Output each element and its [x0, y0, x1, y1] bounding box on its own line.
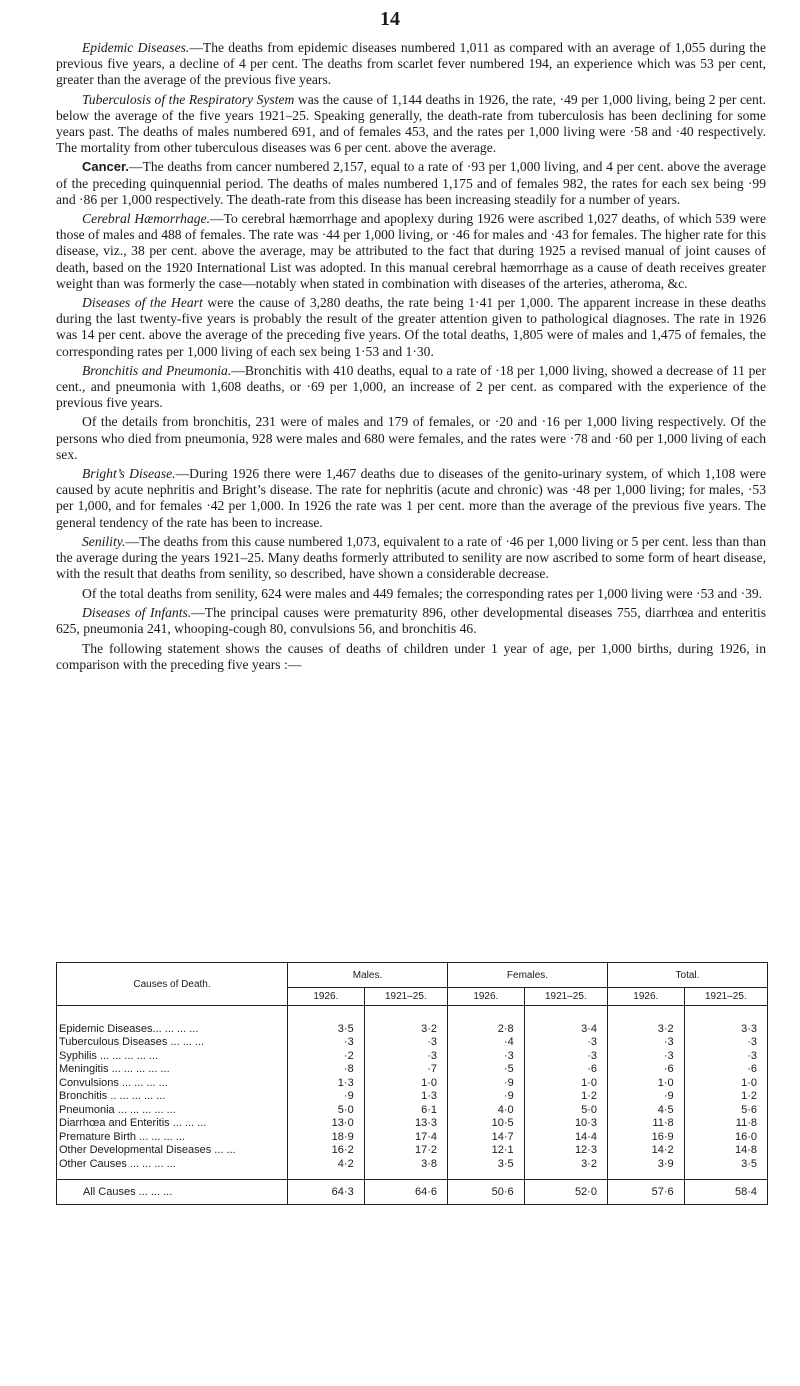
rate-cell: 14·8 — [684, 1144, 767, 1158]
rate-cell: ·9 — [607, 1090, 684, 1104]
table-row — [57, 1144, 768, 1158]
table-row — [57, 1036, 768, 1050]
rate-cell: 4·2 — [288, 1157, 365, 1179]
paragraph-senility-details — [56, 586, 766, 602]
rate-cell: 58·4 — [684, 1179, 767, 1204]
rate-cell: 3·2 — [364, 1006, 447, 1036]
table-row — [57, 1049, 768, 1063]
heading: Diseases of Infants. — [82, 604, 192, 620]
rate-cell: ·3 — [447, 1049, 524, 1063]
paragraph-text: was the cause of 1,144 deaths in 1926, the rate, ·49 per 1,000 living, being 2 per cent. below the average of the five years 1921–25. Speaking generally, the death-rate from tuberculosis has been declining for some years past. The deaths of males numbered 691, and of females 453, and the rates per 1,000 living were ·58 and ·40 respectively. The mortality from other tuberculous diseases was 6 per cent. above the average. — [56, 91, 766, 156]
rate-cell: 4·5 — [607, 1103, 684, 1117]
heading: Senility. — [82, 533, 126, 549]
paragraph-heart — [56, 295, 766, 360]
rate-cell: 2·8 — [447, 1006, 524, 1036]
heading: Bright’s Disease. — [82, 466, 176, 482]
paragraph-text: —Bronchitis with 410 deaths, equal to a rate of ·18 per 1,000 living, showed a decrease of 11 per cent., and pneumonia with 1,608 deaths, or ·69 per 1,000, an increase of 2 per cent. as compared with the experience of the previous five years. — [56, 362, 766, 411]
table-row — [57, 1090, 768, 1104]
rate-cell: 14·7 — [447, 1130, 524, 1144]
rate-cell: 13·0 — [288, 1117, 365, 1131]
rate-cell: 3·8 — [364, 1157, 447, 1179]
cause-cell: Bronchitis .. ... ... ... ... — [57, 1090, 288, 1104]
paragraph-bronchitis — [56, 363, 766, 412]
rate-cell: 6·1 — [364, 1103, 447, 1117]
rate-cell: 10·5 — [447, 1117, 524, 1131]
table-row — [57, 1063, 768, 1077]
rate-cell: ·7 — [364, 1063, 447, 1077]
page-number: 14 — [380, 8, 400, 30]
paragraph-text: —The deaths from cancer numbered 2,157, equal to a rate of ·93 per 1,000 living, and 4 per cent. above the average of the preceding quinquennial period. The deaths of males numbered 1,175 and of females 982, the rates for each sex being ·99 and ·86 per 1,000 respectively. The death-rate from this disease has been increasing steadily for a number of years. — [56, 159, 766, 207]
rate-cell: ·3 — [684, 1049, 767, 1063]
year-header: 1921–25. — [524, 988, 607, 1006]
cause-cell: Diarrhœa and Enteritis ... ... ... — [57, 1117, 288, 1131]
heading: Cerebral Hæmorrhage. — [82, 211, 210, 227]
report-body — [56, 40, 766, 677]
year-header: 1926. — [288, 988, 365, 1006]
rate-cell: 16·0 — [684, 1130, 767, 1144]
rate-cell: 12·1 — [447, 1144, 524, 1158]
total-row — [57, 1179, 768, 1204]
rate-cell: ·6 — [684, 1063, 767, 1077]
rate-cell: 4·0 — [447, 1103, 524, 1117]
rate-cell: 1·2 — [684, 1090, 767, 1104]
rate-cell: 17·2 — [364, 1144, 447, 1158]
rate-cell: 3·5 — [447, 1157, 524, 1179]
rate-cell: 3·3 — [684, 1006, 767, 1036]
females-group-header: Females. — [447, 963, 607, 988]
paragraph-tuberculosis — [56, 92, 766, 157]
paragraph-brights — [56, 466, 766, 531]
cause-cell: Syphilis ... ... ... ... ... — [57, 1049, 288, 1063]
rate-cell: 64·6 — [364, 1179, 447, 1204]
cause-cell: Other Developmental Diseases ... ... — [57, 1144, 288, 1158]
year-header: 1921–25. — [364, 988, 447, 1006]
cause-cell: Epidemic Diseases... ... ... ... — [57, 1006, 288, 1036]
rate-cell: ·3 — [524, 1036, 607, 1050]
rate-cell: 57·6 — [607, 1179, 684, 1204]
rate-cell: 18·9 — [288, 1130, 365, 1144]
rate-cell: 14·4 — [524, 1130, 607, 1144]
rate-cell: 1·3 — [288, 1076, 365, 1090]
year-header: 1926. — [447, 988, 524, 1006]
cause-cell: Premature Birth ... ... ... ... — [57, 1130, 288, 1144]
rate-cell: 11·8 — [607, 1117, 684, 1131]
cause-cell: Meningitis ... ... ... ... ... — [57, 1063, 288, 1077]
rate-cell: 12·3 — [524, 1144, 607, 1158]
rate-cell: 16·2 — [288, 1144, 365, 1158]
males-group-header: Males. — [288, 963, 448, 988]
paragraph-senility — [56, 534, 766, 583]
cause-cell: Pneumonia ... ... ... ... ... — [57, 1103, 288, 1117]
rate-cell: ·3 — [607, 1036, 684, 1050]
rate-cell: 5·6 — [684, 1103, 767, 1117]
rate-cell: ·2 — [288, 1049, 365, 1063]
table-row — [57, 1117, 768, 1131]
table-row — [57, 1130, 768, 1144]
rate-cell: ·9 — [447, 1090, 524, 1104]
rate-cell: 11·8 — [684, 1117, 767, 1131]
table-body — [57, 1006, 768, 1205]
paragraph-text: —During 1926 there were 1,467 deaths due to diseases of the genito-urinary system, of which 1,108 were caused by acute nephritis and Bright’s disease. The rate for nephritis (acute and chronic) was ·48 per 1,000 living; for males, ·53 per 1,000, and for females ·42 per 1,000. In 1926 the rate was 1 per cent. more than the average of the previous five years. The general tendency of the rate has been to increase. — [56, 466, 766, 530]
rate-cell: 3·2 — [524, 1157, 607, 1179]
paragraph-text: —To cerebral hæmorrhage and apoplexy during 1926 were ascribed 1,027 deaths, of which 539 were those of males and 488 of females. The rate was ·44 per 1,000 living, or ·46 for males and ·43 for females. The higher rate for this disease, viz., 38 per cent. above the average, may be attributed to the fact that during 1925 a revised manual of joint causes of death, based on the 1920 International List was adopted. In this manual cerebral hæmorrhage as a cause of death receives greater weight than was formerly the case—notably when stated in combination with diseases of the arteries, atheroma, &c. — [56, 211, 766, 291]
table-intro: The following statement shows the causes of deaths of children under 1 year of age, per 1,000 births, during 1926, in comparison with the preceding five years :— — [56, 641, 766, 673]
infant-mortality-table — [56, 962, 768, 1205]
rate-cell: 64·3 — [288, 1179, 365, 1204]
cause-column-header: Causes of Death. — [57, 963, 288, 1006]
rate-cell: 3·4 — [524, 1006, 607, 1036]
rate-cell: 50·6 — [447, 1179, 524, 1204]
rate-cell: 1·2 — [524, 1090, 607, 1104]
cause-cell: Convulsions ... ... ... ... — [57, 1076, 288, 1090]
rate-cell: ·6 — [524, 1063, 607, 1077]
rate-cell: ·3 — [684, 1036, 767, 1050]
rate-cell: 52·0 — [524, 1179, 607, 1204]
paragraph-epidemic — [56, 40, 766, 89]
rate-cell: 17·4 — [364, 1130, 447, 1144]
rate-cell: 3·2 — [607, 1006, 684, 1036]
rate-cell: ·4 — [447, 1036, 524, 1050]
rate-cell: ·8 — [288, 1063, 365, 1077]
rate-cell: 1·0 — [607, 1076, 684, 1090]
paragraph-infants — [56, 605, 766, 637]
paragraph-text: —The deaths from epidemic diseases numbered 1,011 as compared with an average of 1,055 during the previous five years, a decline of 4 per cent. The deaths from scarlet fever numbered 194, an experience which was 53 per cent, greater than the average of the previous five years. — [56, 40, 766, 88]
rate-cell: 1·0 — [524, 1076, 607, 1090]
rate-cell: ·9 — [288, 1090, 365, 1104]
rate-cell: 1·3 — [364, 1090, 447, 1104]
rate-cell: ·5 — [447, 1063, 524, 1077]
cause-cell: Tuberculous Diseases ... ... ... — [57, 1036, 288, 1050]
heading: Bronchitis and Pneumonia. — [82, 362, 232, 378]
heading: Cancer. — [82, 159, 129, 175]
rate-cell: 1·0 — [364, 1076, 447, 1090]
table-row — [57, 1006, 768, 1036]
paragraph-text: Of the details from bronchitis, 231 were of males and 179 of females, or ·20 and ·16 per 1,000 living respectively. Of the persons who died from pneumonia, 928 were males and 680 were females, and the rates were ·78 and ·60 per 1,000 living of each sex. — [56, 414, 766, 462]
rate-cell: ·6 — [607, 1063, 684, 1077]
paragraph-cancer — [56, 159, 766, 208]
rate-cell: ·9 — [447, 1076, 524, 1090]
rate-cell: ·3 — [364, 1049, 447, 1063]
rate-cell: 16·9 — [607, 1130, 684, 1144]
table-row — [57, 1076, 768, 1090]
rate-cell: ·3 — [607, 1049, 684, 1063]
rate-cell: 5·0 — [288, 1103, 365, 1117]
rate-cell: 13·3 — [364, 1117, 447, 1131]
heading: Diseases of the Heart — [82, 295, 203, 311]
table-row — [57, 1103, 768, 1117]
rate-cell: 1·0 — [684, 1076, 767, 1090]
rate-cell: 10·3 — [524, 1117, 607, 1131]
total-group-header: Total. — [607, 963, 767, 988]
rate-cell: ·3 — [524, 1049, 607, 1063]
rate-cell: 5·0 — [524, 1103, 607, 1117]
year-header: 1926. — [607, 988, 684, 1006]
rate-cell: 3·5 — [288, 1006, 365, 1036]
table-row — [57, 1157, 768, 1179]
rate-cell: ·3 — [364, 1036, 447, 1050]
cause-cell: Other Causes ... ... ... ... — [57, 1157, 288, 1179]
paragraph-text: Of the total deaths from senility, 624 were males and 449 females; the corresponding rates per 1,000 living were ·53 and ·39. — [82, 585, 763, 601]
paragraph-cerebral — [56, 211, 766, 292]
year-header: 1921–25. — [684, 988, 767, 1006]
rate-cell: ·3 — [288, 1036, 365, 1050]
cause-cell: All Causes ... ... ... — [57, 1179, 288, 1204]
heading: Epidemic Diseases. — [82, 40, 190, 55]
paragraph-text: —The deaths from this cause numbered 1,073, equivalent to a rate of ·46 per 1,000 living or 5 per cent. less than than the average during the years 1921–25. Many deaths formerly attributed to senility are now ascribed to some form of heart disease, with the result that deaths from senility, so described, have shown a considerable decrease. — [56, 533, 766, 582]
heading: Tuberculosis of the Respiratory System — [82, 91, 295, 107]
paragraph-bronchitis-details — [56, 414, 766, 463]
paragraph-text: were the cause of 3,280 deaths, the rate being 1·41 per 1,000. The apparent increase in these deaths during the last twenty-five years is probably the result of the greater attention given to pathological diagnoses. The rate in 1926 was 14 per cent. above the average of the preceding five years. Of the total deaths, 1,805 were of males and 1,475 of females, the corresponding rates per 1,000 living of each sex being 1·53 and 1·30. — [56, 295, 766, 359]
rate-cell: 3·9 — [607, 1157, 684, 1179]
rate-cell: 3·5 — [684, 1157, 767, 1179]
rate-cell: 14·2 — [607, 1144, 684, 1158]
paragraph-text: —The principal causes were prematurity 896, other developmental diseases 755, diarrhœa and enteritis 625, pneumonia 241, whooping-cough 80, convulsions 56, and bronchitis 46. — [56, 604, 767, 636]
